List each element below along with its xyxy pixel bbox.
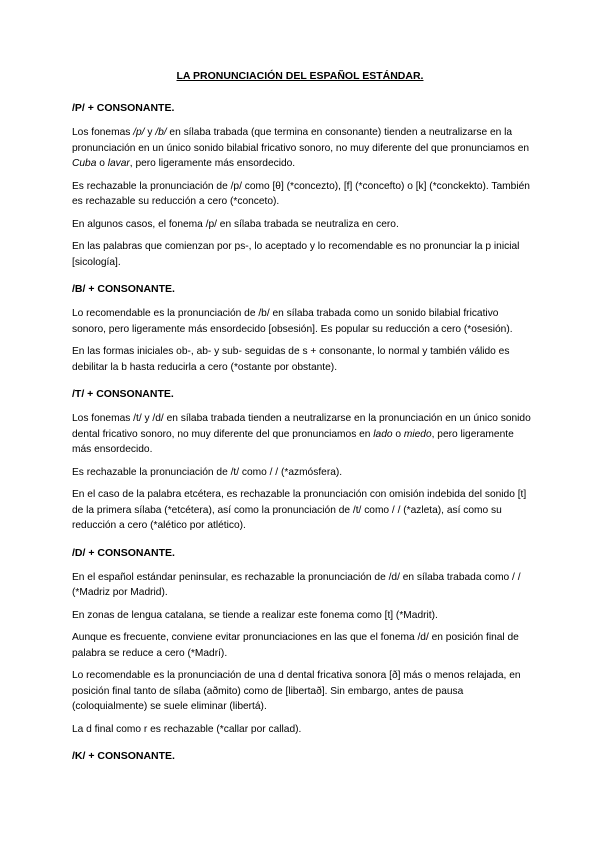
text-run: Es rechazable la pronunciación de /p/ como [θ] (*concezto), [f] (*concefto) o [k] (*conckekto). También es rechazable su reducción a cero (*conceto).	[72, 180, 530, 207]
italic-text: lado	[373, 428, 393, 440]
text-run: En el español estándar peninsular, es rechazable la pronunciación de /d/ en sílaba trabada como / / (*Madriz por Madrid).	[72, 571, 521, 598]
text-run: , pero ligeramente más ensordecido.	[129, 158, 296, 169]
paragraph	[72, 306, 532, 337]
section-heading: /P/ + CONSONANTE.	[72, 102, 175, 114]
paragraph	[72, 125, 532, 172]
text-run: Lo recomendable es la pronunciación de una d dental fricativa sonora [ð] más o menos relajada, en posición final tanto de sílaba (aðmito) como de [libertað]. Sin embargo, antes de pausa (coloquialmente) se suele eliminar (libertá).	[72, 670, 521, 712]
text-run: Aunque es frecuente, conviene evitar pronunciaciones en las que el fonema /d/ en posición final de palabra se reduce a cero (*Madrí).	[72, 632, 519, 659]
section	[72, 750, 532, 763]
paragraph	[72, 668, 532, 715]
text-run: En las formas iniciales ob-, ab- y sub- seguidas de s + consonante, lo normal y también válido es debilitar la b hasta reducirla a cero (*ostante por obstante).	[72, 346, 510, 373]
paragraph	[72, 344, 532, 375]
section	[72, 102, 532, 270]
section-heading: /K/ + CONSONANTE.	[72, 750, 175, 762]
paragraph	[72, 239, 532, 270]
text-run: Lo recomendable es la pronunciación de /b/ en sílaba trabada como un sonido bilabial fricativo sonoro, pero ligeramente más ensordecido [obsesión]. Es popular su reducción a cero (*osesión).	[72, 308, 513, 335]
paragraph	[72, 179, 532, 210]
text-run: En el caso de la palabra etcétera, es rechazable la pronunciación con omisión indebida del sonido [t] de la primera sílaba (*etcétera), así como la pronunciación de /t/ como / / (*azleta), así como su reducción a cero (*alético por atlético).	[72, 489, 527, 531]
paragraph	[72, 487, 532, 534]
section	[72, 388, 532, 534]
italic-text: lavar	[107, 158, 130, 169]
text-run: o	[96, 158, 108, 169]
section-heading: /D/ + CONSONANTE.	[72, 546, 175, 559]
text-run: en sílaba trabada (que termina en consonante) tienden a neutralizarse en la pronunciación en un único sonido bilabial fricativo sonoro, no muy diferente del que pronunciamos en	[72, 127, 530, 154]
paragraph	[72, 630, 532, 661]
section	[72, 547, 532, 738]
section	[72, 283, 532, 375]
paragraph	[72, 411, 532, 458]
text-run: En algunos casos, el fonema /p/ en sílaba trabada se neutraliza en cero.	[72, 218, 399, 230]
paragraph	[72, 608, 532, 624]
text-run: La d final como r es rechazable (*callar por callad).	[72, 723, 302, 735]
text-run: y	[144, 127, 156, 138]
paragraph	[72, 722, 532, 738]
section-heading: /T/ + CONSONANTE.	[72, 388, 174, 400]
document-body	[72, 102, 532, 773]
italic-text: Cuba	[72, 158, 97, 169]
text-run: En las palabras que comienzan por ps-, lo aceptado y lo recomendable es no pronunciar la p inicial [sicología].	[72, 241, 520, 268]
section-heading: /B/ + CONSONANTE.	[72, 283, 175, 295]
text-run: Los fonemas /t/ y /d/ en sílaba trabada tienden a neutralizarse en la pronunciación en un único sonido dental fricativo sonoro, no muy diferente del que pronunciamos en	[72, 413, 531, 440]
text-run: , pero ligeramente más ensordecido.	[72, 428, 514, 455]
paragraph	[72, 570, 532, 601]
italic-text: miedo	[403, 428, 432, 440]
italic-text: /p/	[133, 127, 145, 138]
document-title: LA PRONUNCIACIÓN DEL ESPAÑOL ESTÁNDAR.	[176, 70, 424, 82]
italic-text: /b/	[155, 127, 167, 138]
paragraph	[72, 217, 532, 233]
text-run: o	[392, 428, 404, 440]
text-run: Los fonemas	[72, 127, 134, 138]
paragraph	[72, 465, 532, 481]
text-run: Es rechazable la pronunciación de /t/ como / / (*azmósfera).	[72, 466, 343, 478]
text-run: En zonas de lengua catalana, se tiende a realizar este fonema como [t] (*Madrit).	[72, 609, 438, 621]
